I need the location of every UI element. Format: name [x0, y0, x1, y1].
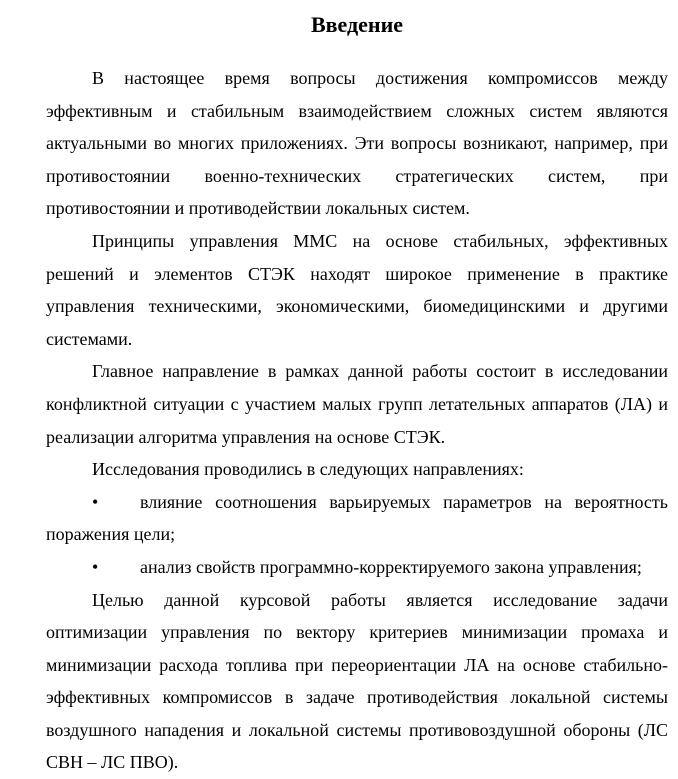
bullet-icon: • — [92, 551, 140, 584]
paragraph-intro: В настоящее время вопросы достижения компромиссов между эффективным и стабильным взаимодействием сложных систем являются актуальными во многих приложениях. Эти вопросы возникают, например, при противостоянии военно-технических стратегических систем, при противостоянии и противодействии локальных систем. — [46, 62, 668, 225]
paragraph-main-direction: Главное направление в рамках данной работы состоит в исследовании конфликтной ситуации с участием малых групп летательных аппаратов (ЛА) и реализации алгоритма управления на основе СТЭК. — [46, 355, 668, 453]
paragraph-goal: Целью данной курсовой работы является исследование задачи оптимизации управления по вектору критериев минимизации промаха и минимизации расхода топлива при переориентации ЛА на основе стабильно-эффективных компромиссов в задаче противодействия локальной системы воздушного нападения и локальной системы противовоздушной обороны (ЛС СВН – ЛС ПВО). — [46, 584, 668, 779]
list-item — [46, 551, 668, 584]
list-item-text: анализ свойств программно-корректируемого закона управления; — [140, 557, 642, 577]
bullet-icon: • — [92, 486, 140, 519]
list-item — [46, 486, 668, 551]
paragraph-principles: Принципы управления ММС на основе стабильных, эффективных решений и элементов СТЭК находят широкое применение в практике управления техническими, экономическими, биомедицинскими и другими системами. — [46, 225, 668, 355]
paragraph-research-directions: Исследования проводились в следующих направлениях: — [46, 453, 668, 486]
page-title: Введение — [46, 0, 668, 41]
list-item-text: влияние соотношения варьируемых параметров на вероятность поражения цели; — [46, 492, 668, 545]
